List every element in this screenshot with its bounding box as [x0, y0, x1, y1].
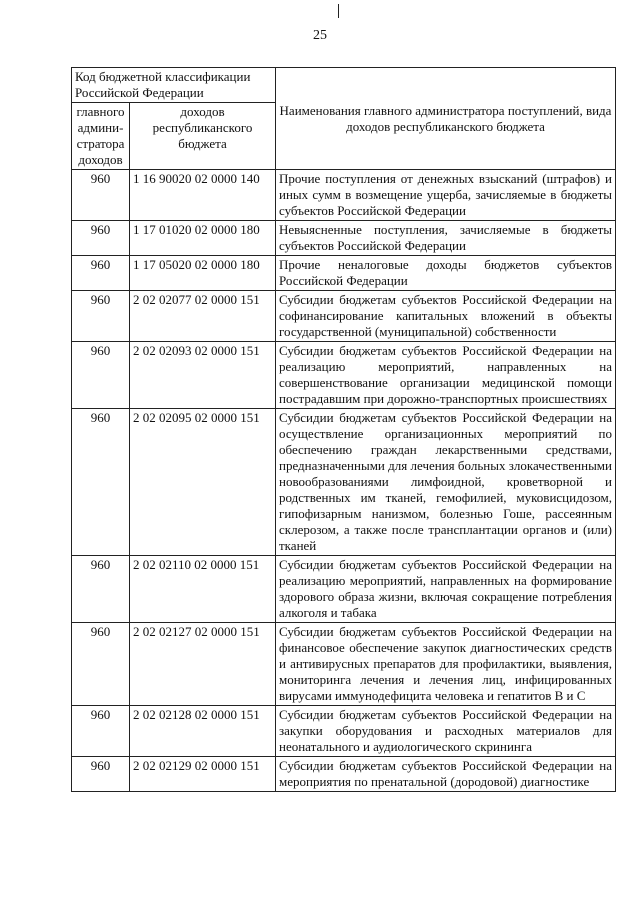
revenue-name-cell: Прочие поступления от денежных взысканий (штрафов) и иных сумм в возмещение ущерба, зачисляемые в бюджеты субъектов Российской Федерации [276, 170, 616, 221]
table-row [72, 256, 616, 291]
admin-code-cell: 960 [72, 757, 130, 792]
header-name: Наименования главного администратора поступлений, вида доходов республиканского бюджета [276, 68, 616, 170]
table-row [72, 342, 616, 409]
admin-code-cell: 960 [72, 256, 130, 291]
header-admin: главного админи-стратора доходов [72, 103, 130, 170]
revenue-name-cell: Прочие неналоговые доходы бюджетов субъектов Российской Федерации [276, 256, 616, 291]
admin-code-cell: 960 [72, 623, 130, 706]
admin-code-cell: 960 [72, 170, 130, 221]
header-revenue: доходов республиканского бюджета [130, 103, 276, 170]
revenue-code-cell: 2 02 02127 02 0000 151 [130, 623, 276, 706]
table-row [72, 623, 616, 706]
revenue-code-cell: 1 17 05020 02 0000 180 [130, 256, 276, 291]
revenue-name-cell: Субсидии бюджетам субъектов Российской Федерации на финансовое обеспечение закупок диагностических средств и антивирусных препаратов для профилактики, выявления, мониторинга лечения и лечения лиц, инфицированных вирусами иммунодефицита человека и гепатитов B и C [276, 623, 616, 706]
table-row [72, 291, 616, 342]
revenue-code-cell: 1 17 01020 02 0000 180 [130, 221, 276, 256]
revenue-name-cell: Субсидии бюджетам субъектов Российской Федерации на мероприятия по пренатальной (дородовой) диагностике [276, 757, 616, 792]
table-row [72, 757, 616, 792]
revenue-code-cell: 2 02 02110 02 0000 151 [130, 556, 276, 623]
admin-code-cell: 960 [72, 556, 130, 623]
table-row [72, 556, 616, 623]
revenue-code-cell: 1 16 90020 02 0000 140 [130, 170, 276, 221]
admin-code-cell: 960 [72, 409, 130, 556]
revenue-name-cell: Субсидии бюджетам субъектов Российской Федерации на реализацию мероприятий, направленных на формирование здорового образа жизни, включая сокращение потребления алкоголя и табака [276, 556, 616, 623]
revenue-code-cell: 2 02 02095 02 0000 151 [130, 409, 276, 556]
revenue-code-cell: 2 02 02129 02 0000 151 [130, 757, 276, 792]
page-mark [338, 4, 339, 18]
revenue-name-cell: Субсидии бюджетам субъектов Российской Федерации на софинансирование капитальных вложений в объекты государственной (муниципальной) собственности [276, 291, 616, 342]
table-row [72, 170, 616, 221]
header-row-top [72, 68, 616, 103]
admin-code-cell: 960 [72, 291, 130, 342]
revenue-name-cell: Субсидии бюджетам субъектов Российской Федерации на реализацию мероприятий, направленных на совершенствование организации медицинской помощи пострадавшим при дорожно-транспортных происшествиях [276, 342, 616, 409]
revenue-name-cell: Субсидии бюджетам субъектов Российской Федерации на закупки оборудования и расходных материалов для неонатального и аудиологического скрининга [276, 706, 616, 757]
revenue-code-cell: 2 02 02093 02 0000 151 [130, 342, 276, 409]
page-number: 25 [313, 28, 327, 43]
revenue-name-cell: Субсидии бюджетам субъектов Российской Федерации на осуществление организационных мероприятий по обеспечению граждан лекарственными средствами, предназначенными для лечения больных злокачественными новообразованиями лимфоидной, кроветворной и родственных им тканей, гемофилией, муковисцидозом, гипофизарным нанизмом, болезнью Гоше, рассеянным склерозом, а также после трансплантации органов и (или) тканей [276, 409, 616, 556]
table-row [72, 221, 616, 256]
table-row [72, 706, 616, 757]
revenue-name-cell: Невыясненные поступления, зачисляемые в бюджеты субъектов Российской Федерации [276, 221, 616, 256]
revenue-code-cell: 2 02 02077 02 0000 151 [130, 291, 276, 342]
admin-code-cell: 960 [72, 706, 130, 757]
header-code-group: Код бюджетной классификации Российской Федерации [72, 68, 276, 103]
admin-code-cell: 960 [72, 221, 130, 256]
admin-code-cell: 960 [72, 342, 130, 409]
revenue-code-cell: 2 02 02128 02 0000 151 [130, 706, 276, 757]
budget-classification-table [71, 67, 616, 792]
table-row [72, 409, 616, 556]
